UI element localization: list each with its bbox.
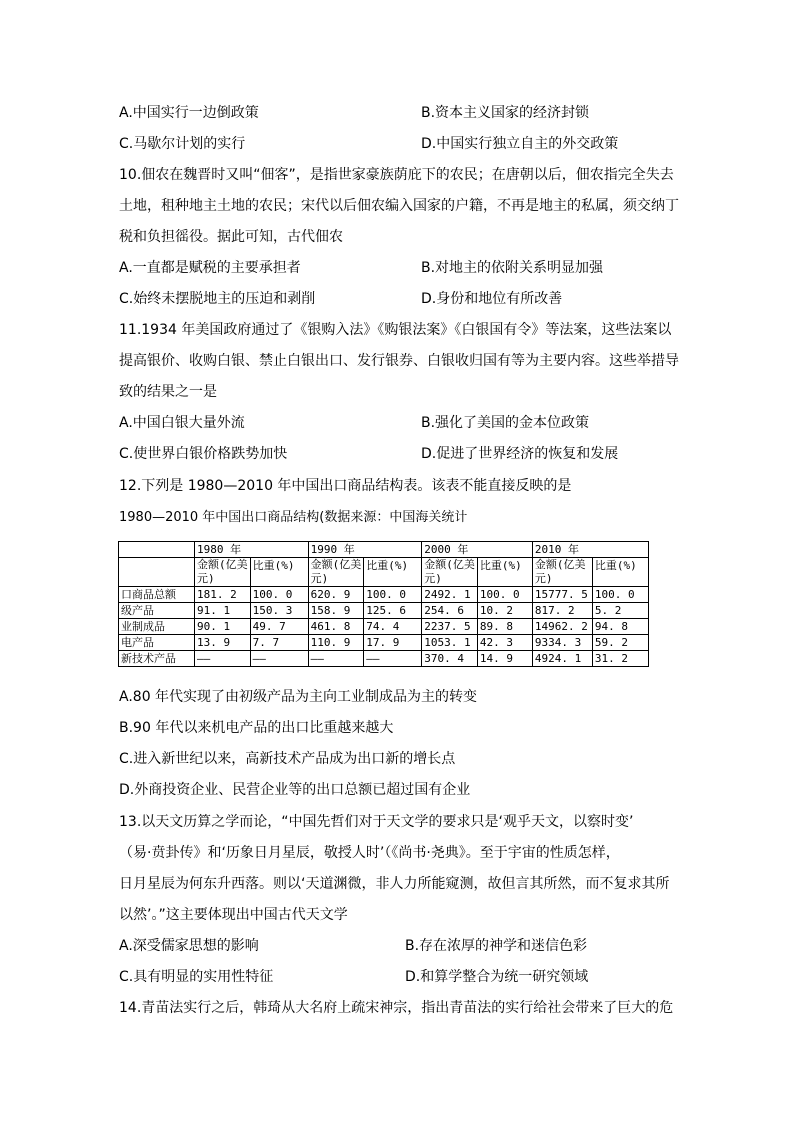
table-cell: —— [250,651,308,667]
share-header: 比重(%) [250,558,308,587]
table-cell: 9334. 3 [532,635,592,651]
q11-option-c: C.使世界白银价格跌势加快 [119,446,288,462]
amount-header [532,558,592,587]
year-header: 2000 年 [422,542,533,558]
q9-option-c: C.马歇尔计划的实行 [119,136,246,152]
table-cell: 2492. 1 [422,587,478,603]
table-cell: 17. 9 [364,635,422,651]
table-caption: 1980—2010 年中国出口商品结构(数据来源：中国海关统计 [119,510,468,525]
share-header: 比重(%) [364,558,422,587]
export-structure-table [118,541,649,667]
q10-stem-line-2: 土地，租种地主土地的农民；宋代以后佃农编入国家的户籍，不再是地主的私属，须交纳丁 [119,198,679,214]
table-cell: 14. 9 [477,651,532,667]
q13-stem-line-1: 13.以天文历算之学而论，“中国先哲们对于天文学的要求只是‘观乎天文，以察时变’ [119,814,634,830]
table-cell: 370. 4 [422,651,478,667]
row-label: 业制成品 [119,619,195,635]
table-blank-cell [119,558,195,587]
q13-stem-line-3: 日月星辰为何东升西落。则以‘天道渊微，非人力所能窥测，故但言其所然，而不复求其所 [119,876,670,892]
table-cell: 91. 1 [195,603,251,619]
table-cell: 100. 0 [477,587,532,603]
q10-option-d: D.身份和地位有所改善 [421,291,563,307]
q10-option-a: A.一直都是赋税的主要承担者 [119,260,301,276]
share-header: 比重(%) [477,558,532,587]
q11-option-b: B.强化了美国的金本位政策 [421,415,590,431]
q9-option-d: D.中国实行独立自主的外交政策 [421,136,619,152]
table-cell: 59. 2 [592,635,648,651]
q10-option-c: C.始终未摆脱地主的压迫和剥削 [119,291,316,307]
table-cell: —— [195,651,251,667]
table-cell: 158. 9 [308,603,364,619]
table-cell: 94. 8 [592,619,648,635]
table-cell: 2237. 5 [422,619,478,635]
amount-header-line: 金额(亿美 [424,558,475,571]
q14-stem-line-1: 14.青苗法实行之后，韩琦从大名府上疏宋神宗，指出青苗法的实行给社会带来了巨大的危 [119,1000,674,1016]
q13-option-c: C.具有明显的实用性特征 [119,969,274,985]
table-cell: 90. 1 [195,619,251,635]
table-cell: 125. 6 [364,603,422,619]
amount-header-line: 元) [310,572,329,585]
table-row [119,587,649,603]
table-cell: 100. 0 [364,587,422,603]
table-cell: —— [308,651,364,667]
amount-header [422,558,478,587]
q13-stem-line-4: 以然’。”这主要体现出中国古代天文学 [119,907,348,923]
year-header: 2010 年 [532,542,648,558]
q10-option-b: B.对地主的依附关系明显加强 [421,260,604,276]
table-cell: 254. 6 [422,603,478,619]
table-cell: 13. 9 [195,635,251,651]
amount-header-line: 金额(亿美 [534,558,586,571]
table-row [119,635,649,651]
q9-option-a: A.中国实行一边倒政策 [119,105,259,121]
amount-header [308,558,364,587]
table-cell: 110. 9 [308,635,364,651]
row-label: 口商品总额 [119,587,195,603]
amount-header [195,558,251,587]
amount-header-line: 金额(亿美 [310,558,362,571]
table-cell: 42. 3 [477,635,532,651]
table-cell: 49. 7 [250,619,308,635]
q11-option-a: A.中国白银大量外流 [119,415,245,431]
q11-stem-line-1: 11.1934 年美国政府通过了《银购入法》《购银法案》《白银国有令》等法案，这些法案以 [119,322,672,338]
table-year-row [119,542,649,558]
q11-option-d: D.促进了世界经济的恢复和发展 [421,446,619,462]
q9-option-b: B.资本主义国家的经济封锁 [421,105,590,121]
table-cell: 181. 2 [195,587,251,603]
q13-option-b: B.存在浓厚的神学和迷信色彩 [405,938,588,954]
table-row [119,619,649,635]
table-corner-cell [119,542,195,558]
table-cell: 5. 2 [592,603,648,619]
q11-stem-line-3: 致的结果之一是 [119,384,217,400]
table-cell: 89. 8 [477,619,532,635]
share-header: 比重(%) [592,558,648,587]
table-row [119,651,649,667]
table-cell: —— [364,651,422,667]
row-label: 电产品 [119,635,195,651]
table-cell: 620. 9 [308,587,364,603]
q12-stem: 12.下列是 1980—2010 年中国出口商品结构表。该表不能直接反映的是 [119,478,572,494]
table-cell: 100. 0 [592,587,648,603]
amount-header-line: 金额(亿美 [197,558,248,571]
table-cell: 1053. 1 [422,635,478,651]
year-header: 1990 年 [308,542,422,558]
table-cell: 100. 0 [250,587,308,603]
table-row [119,603,649,619]
q13-option-a: A.深受儒家思想的影响 [119,938,259,954]
table-cell: 31. 2 [592,651,648,667]
amount-header-line: 元) [534,572,553,585]
table-cell: 15777. 5 [532,587,592,603]
q11-stem-line-2: 提高银价、收购白银、禁止白银出口、发行银券、白银收归国有等为主要内容。这些举措导 [119,353,679,369]
q12-option-a: A.80 年代实现了由初级产品为主向工业制成品为主的转变 [119,689,478,705]
table-subheader-row [119,558,649,587]
q13-option-d: D.和算学整合为统一研究领域 [405,969,589,985]
table-cell: 14962. 2 [532,619,592,635]
year-header: 1980 年 [195,542,309,558]
q13-stem-line-2: （易·贲卦传》和‘历象日月星辰，敬授人时’（《尚书·尧典》。至于宇宙的性质怎样， [119,845,620,861]
table-cell: 10. 2 [477,603,532,619]
table-cell: 817. 2 [532,603,592,619]
q12-option-c: C.进入新世纪以来，高新技术产品成为出口新的增长点 [119,751,456,767]
table-cell: 461. 8 [308,619,364,635]
table-cell: 74. 4 [364,619,422,635]
table-cell: 150. 3 [250,603,308,619]
row-label: 级产品 [119,603,195,619]
amount-header-line: 元) [197,572,215,585]
q12-option-d: D.外商投资企业、民营企业等的出口总额已超过国有企业 [119,782,471,798]
q12-option-b: B.90 年代以来机电产品的出口比重越来越大 [119,720,394,736]
amount-header-line: 元) [424,572,442,585]
table-body [119,587,649,667]
q10-stem-line-1: 10.佃农在魏晋时又叫“佃客”，是指世家豪族荫庇下的农民；在唐朝以后，佃农指完全失去 [119,167,674,183]
row-label: 新技术产品 [119,651,195,667]
table-cell: 4924. 1 [532,651,592,667]
table-cell: 7. 7 [250,635,308,651]
q10-stem-line-3: 税和负担徭役。据此可知，古代佃农 [119,229,343,245]
